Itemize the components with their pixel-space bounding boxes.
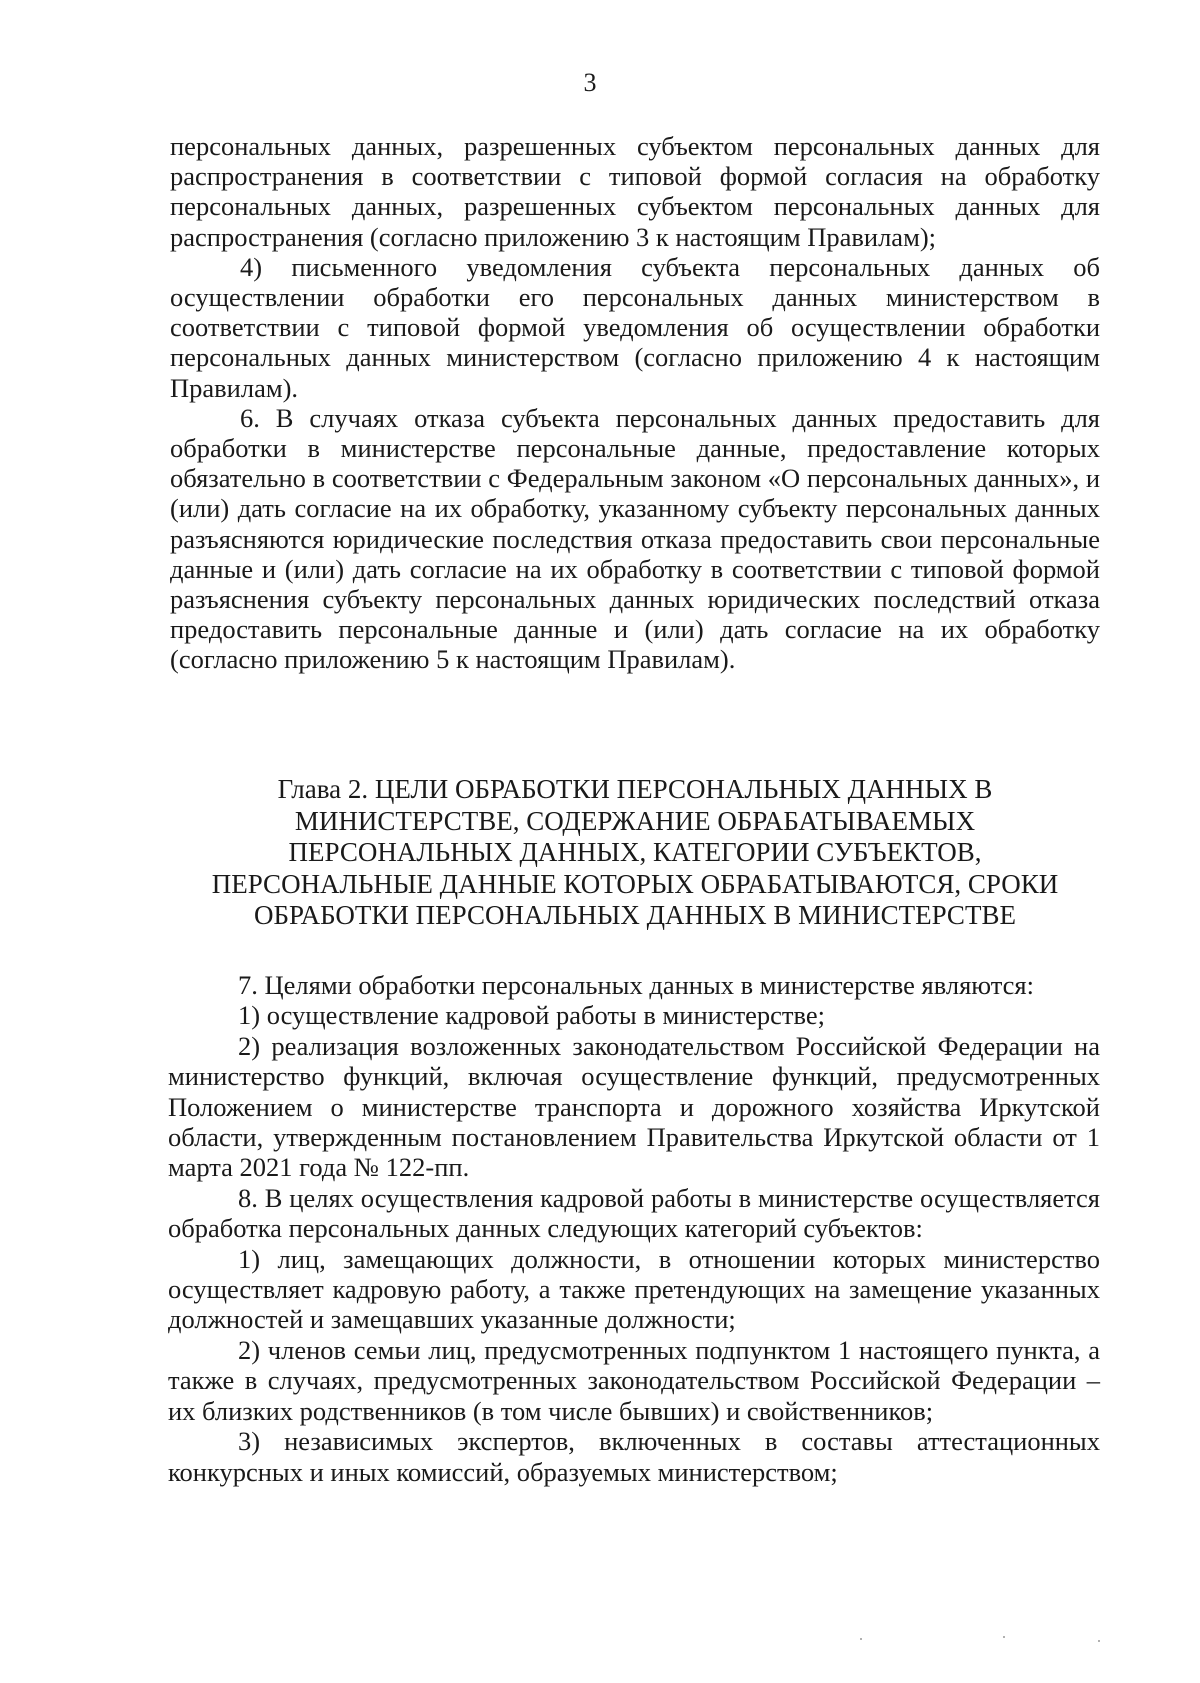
- scan-speck: [1098, 1640, 1100, 1642]
- chapter-title-line: ОБРАБОТКИ ПЕРСОНАЛЬНЫХ ДАННЫХ В МИНИСТЕРСТВЕ: [254, 900, 1016, 930]
- paragraph-7-item-2: 2) реализация возложенных законодательством Российской Федерации на министерство функций, включая осуществление функций, предусмотренных Положением о министерстве транспорта и дорожного хозяйства Иркутской области, утвержденным постановлением Правительства Иркутской области от 1 марта 2021 года № 122-пп.: [168, 1030, 1100, 1183]
- scan-speck: [860, 1638, 862, 1640]
- paragraph-7-item-1: 1) осуществление кадровой работы в министерстве;: [238, 1000, 825, 1031]
- chapter-title-line: Глава 2. ЦЕЛИ ОБРАБОТКИ ПЕРСОНАЛЬНЫХ ДАННЫХ В: [277, 774, 993, 804]
- paragraph-item-4: 4) письменного уведомления субъекта персональных данных об осуществлении обработки его персональных данных министерством в соответствии с типовой формой уведомления об осуществлении обработки персональных данных министерством (согласно приложению 4 к настоящим Правилам).: [170, 251, 1100, 403]
- paragraph-8-item-1: 1) лиц, замещающих должности, в отношении которых министерство осуществляет кадровую работу, а также претендующих на замещение указанных должностей и замещавших указанные должности;: [168, 1243, 1100, 1335]
- page-number: 3: [583, 68, 597, 97]
- chapter-title-line: ПЕРСОНАЛЬНЫЕ ДАННЫЕ КОТОРЫХ ОБРАБАТЫВАЮТСЯ, СРОКИ: [211, 868, 1059, 899]
- paragraph-continuation: персональных данных, разрешенных субъектом персональных данных для распространения в соответствии с типовой формой согласия на обработку персональных данных, разрешенных субъектом персональных данных для распространения (согласно приложению 3 к настоящим Правилам);: [170, 131, 1100, 252]
- chapter-title-line: МИНИСТЕРСТВЕ, СОДЕРЖАНИЕ ОБРАБАТЫВАЕМЫХ: [294, 805, 976, 836]
- paragraph-6: 6. В случаях отказа субъекта персональных данных предоставить для обработки в министерстве персональные данные, предоставление которых обязательно в соответствии с Федеральным законом «О персональных данных», и (или) дать согласие на их обработку, указанному субъекту персональных данных разъясняются юридические последствия отказа предоставить свои персональные данные и (или) дать согласие на их обработку в соответствии с типовой формой разъяснения субъекту персональных данных юридических последствий отказа предоставить персональные данные и (или) дать согласие на их обработку (согласно приложению 5 к настоящим Правилам).: [170, 402, 1100, 675]
- chapter-title-line: ПЕРСОНАЛЬНЫХ ДАННЫХ, КАТЕГОРИИ СУБЪЕКТОВ,: [288, 837, 982, 867]
- top-text-block: [170, 131, 1100, 675]
- chapter-title: [170, 774, 1100, 932]
- paragraph-7: 7. Целями обработки персональных данных в министерстве являются:: [238, 970, 1034, 1000]
- paragraph-8-item-2: 2) членов семьи лиц, предусмотренных подпунктом 1 настоящего пункта, а также в случаях, предусмотренных законодательством Российской Федерации – их близких родственников (в том числе бывших) и свойственников;: [168, 1334, 1100, 1426]
- paragraph-8-item-3: 3) независимых экспертов, включенных в составы аттестационных конкурсных и иных комиссий, образуемых министерством;: [168, 1426, 1100, 1487]
- paragraph-8: 8. В целях осуществления кадровой работы в министерстве осуществляется обработка персональных данных следующих категорий субъектов:: [168, 1182, 1100, 1244]
- bottom-text-block: [168, 970, 1100, 1487]
- scan-speck: [1003, 1636, 1005, 1638]
